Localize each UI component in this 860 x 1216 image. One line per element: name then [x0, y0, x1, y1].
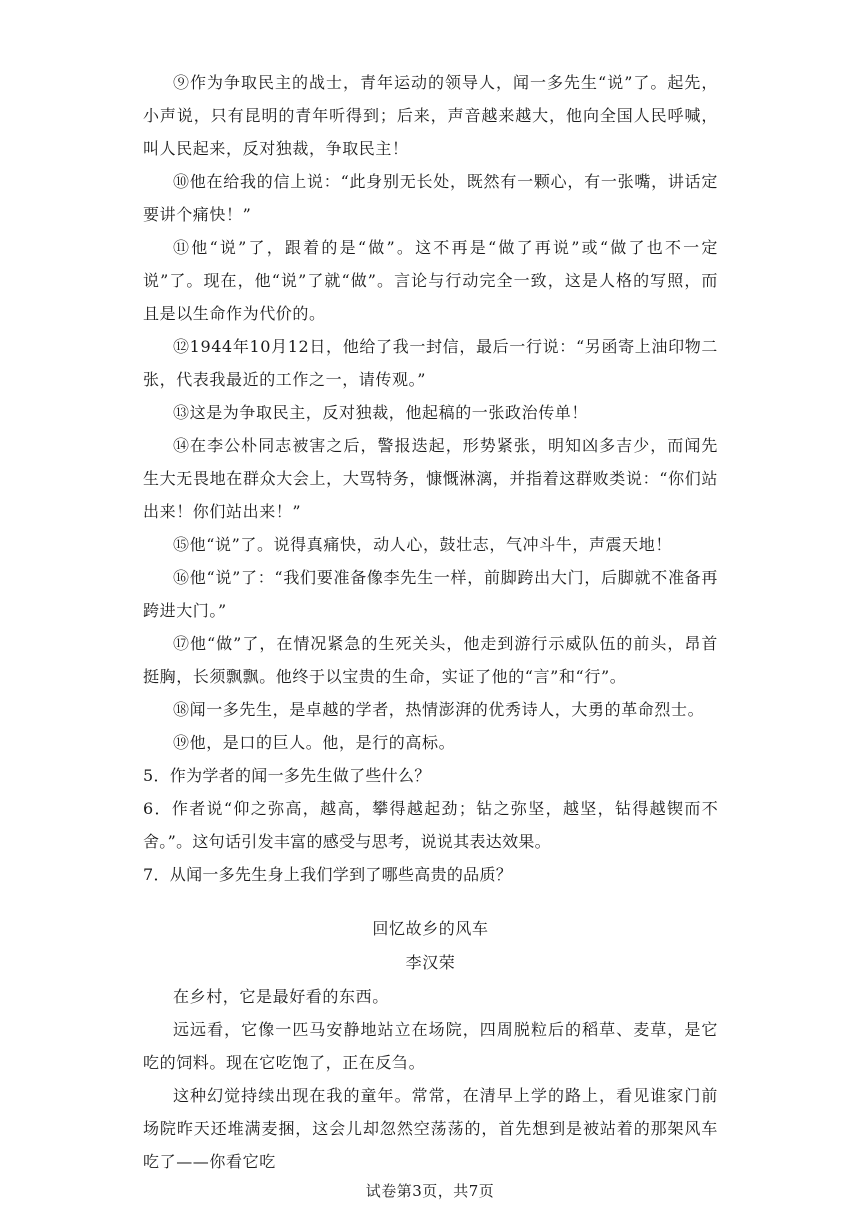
paragraph-9: ⑨作为争取民主的战士，青年运动的领导人，闻一多先生“说”了。起先，小声说，只有昆明的青年听得到；后来，声音越来越大，他向全国人民呼喊，叫人民起来，反对独裁，争取民主！ [143, 73, 718, 158]
passage-windmill [143, 980, 718, 1178]
question-7: 7．从闻一多先生身上我们学到了哪些高贵的品质？ [143, 865, 513, 884]
windmill-paragraph-2: 远远看，它像一匹马安静地站立在场院，四周脱粒后的稻草、麦草，是它吃的饲料。现在它吃饱了，正在反刍。 [143, 1020, 718, 1072]
paragraph-18: ⑱闻一多先生，是卓越的学者，热情澎湃的优秀诗人，大勇的革命烈士。 [173, 700, 705, 719]
paragraph-12: ⑫1944年10月12日，他给了我一封信，最后一行说：“另函寄上油印物二张，代表我最近的工作之一，请传观。” [143, 337, 718, 389]
windmill-paragraph-1: 在乡村，它是最好看的东西。 [173, 987, 389, 1006]
paragraph-10: ⑩他在给我的信上说：“此身别无长处，既然有一颗心，有一张嘴，讲话定要讲个痛快！” [143, 172, 718, 224]
paragraph-14: ⑭在李公朴同志被害之后，警报迭起，形势紧张，明知凶多吉少，而闻先生大无畏地在群众大会上，大骂特务，慷慨淋漓，并指着这群败类说：“你们站出来！你们站出来！” [143, 436, 718, 521]
paragraph-15: ⑮他“说”了。说得真痛快，动人心，鼓壮志，气冲斗牛，声震天地！ [173, 535, 672, 554]
passage-title: 回忆故乡的风车 [372, 919, 489, 938]
paragraph-13: ⑬这是为争取民主，反对独裁，他起稿的一张政治传单！ [173, 403, 589, 422]
passage-wen-yiduo [143, 66, 718, 891]
passage-author: 李汉荣 [405, 953, 456, 972]
windmill-paragraph-3: 这种幻觉持续出现在我的童年。常常，在清早上学的路上，看见谁家门前场院昨天还堆满麦捆，这会儿却忽然空荡荡的，首先想到是被站着的那架风车吃了——你看它吃 [143, 1086, 718, 1171]
paragraph-17: ⑰他“做”了，在情况紧急的生死关头，他走到游行示威队伍的前头，昂首挺胸，长须飘飘。他终于以宝贵的生命，实证了他的“言”和“行”。 [143, 634, 718, 686]
question-5: 5．作为学者的闻一多先生做了些什么？ [143, 766, 431, 785]
paragraph-16: ⑯他“说”了：“我们要准备像李先生一样，前脚跨出大门，后脚就不准备再跨进大门。” [143, 568, 718, 620]
question-6: 6．作者说“仰之弥高，越高，攀得越起劲；钻之弥坚，越坚，钻得越锲而不舍。”。这句话引发丰富的感受与思考，说说其表达效果。 [143, 799, 718, 851]
page-footer: 试卷第3页，共7页 [365, 1182, 495, 1200]
paragraph-19: ⑲他，是口的巨人。他，是行的高标。 [173, 733, 456, 752]
paragraph-11: ⑪他“说”了，跟着的是“做”。这不再是“做了再说”或“做了也不一定说”了。现在，他“说”了就“做”。言论与行动完全一致，这是人格的写照，而且是以生命作为代价的。 [143, 238, 718, 323]
